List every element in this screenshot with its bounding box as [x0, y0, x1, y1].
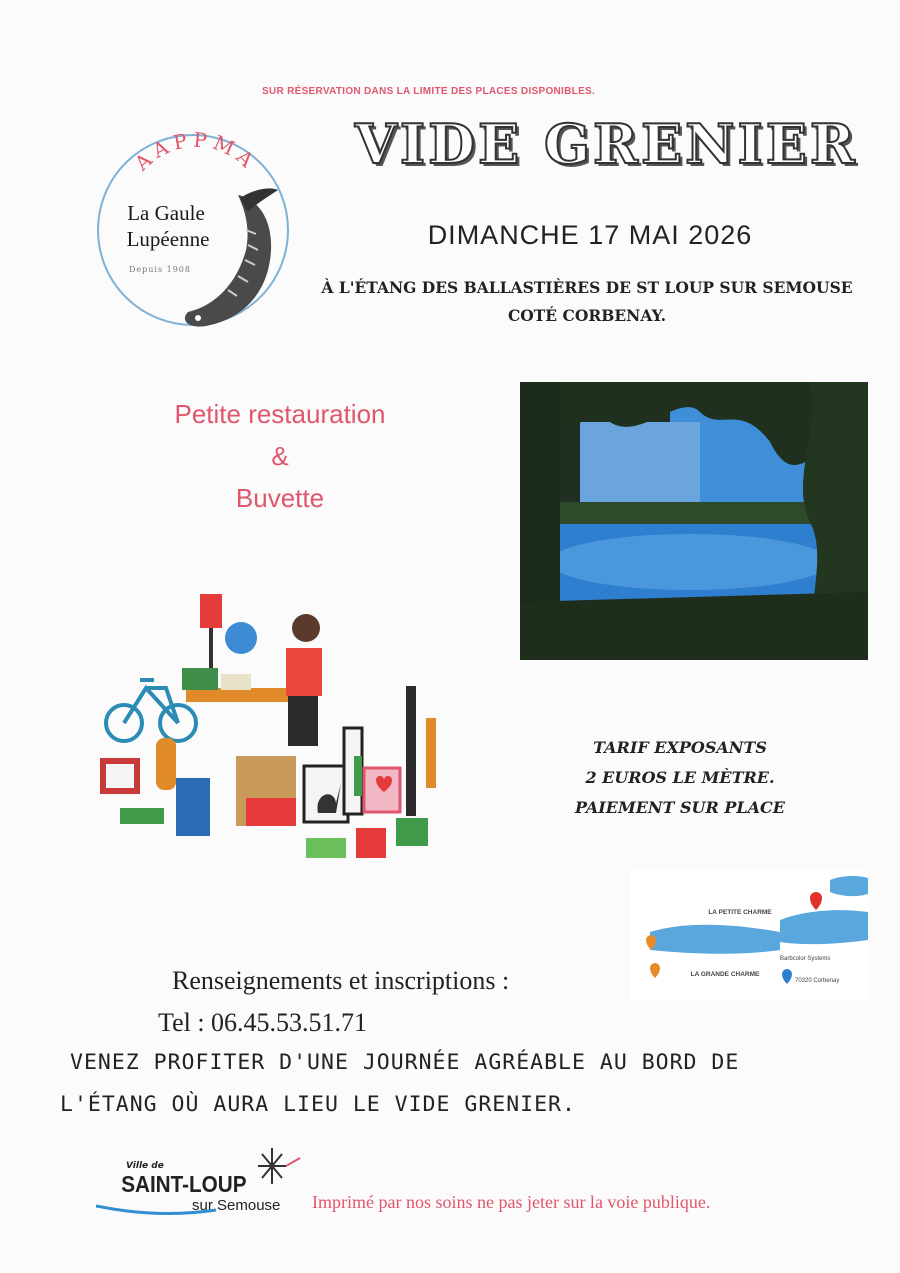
table-icon: [186, 688, 296, 702]
map-place1: Barbcolor Systems: [780, 956, 831, 962]
logo-org-text: AAPPMA: [129, 127, 263, 176]
suitcase-icon: [176, 778, 210, 836]
food-line1: Petite restauration: [174, 399, 386, 429]
food-line2: &: [271, 441, 289, 471]
town-name: SAINT-LOUP: [121, 1170, 247, 1198]
invite-line1: VENEZ PROFITER D'UNE JOURNÉE AGRÉABLE AU BORD DE: [70, 1050, 740, 1075]
event-date: DIMANCHE 17 MAI 2026: [427, 220, 753, 250]
phone-number: Tel : 06.45.53.51.71: [158, 1008, 368, 1037]
guitar-icon: [156, 738, 176, 790]
logo-name-line2: Lupéenne: [126, 227, 210, 251]
logo-name-line1: La Gaule: [127, 201, 205, 225]
map-label-top: LA PETITE CHARME: [708, 909, 772, 916]
person-icon: [286, 648, 322, 696]
cat-frame-icon: [304, 766, 348, 822]
tarif-section: [540, 733, 820, 823]
logo-since: Depuis 1908: [129, 265, 191, 274]
event-location-line2: COTÉ CORBENAY.: [507, 306, 667, 325]
cactus-icon: [354, 756, 362, 796]
map-label-bottom: LA GRANDE CHARME: [690, 971, 760, 978]
town-suffix: sur Semouse: [192, 1197, 281, 1214]
reservation-note: SUR RÉSERVATION DANS LA LIMITE DES PLACES DISPONIBLES.: [262, 86, 596, 97]
info-label: Renseignements et inscriptions :: [172, 966, 510, 995]
globe-icon: [225, 622, 257, 654]
location-map: [630, 870, 868, 1000]
lake-photo: [520, 382, 868, 660]
invite-line2: L'ÉTANG OÙ AURA LIEU LE VIDE GRENIER.: [60, 1092, 576, 1117]
tarif-line3: PAIEMENT SUR PLACE: [575, 798, 785, 817]
compass-star-icon: [258, 1148, 300, 1184]
bag-icon: [396, 818, 428, 846]
event-title: VIDE GRENIER: [355, 112, 858, 176]
event-location-line1: À L'ÉTANG DES BALLASTIÈRES DE ST LOUP SUR SEMOUSE: [321, 278, 853, 297]
tarif-line2: 2 EUROS LE MÈTRE.: [585, 768, 775, 787]
invitation-text: [60, 1042, 860, 1126]
food-section: [120, 393, 440, 519]
saint-loup-logo: [96, 1140, 311, 1230]
tarif-line1: TARIF EXPOSANTS: [593, 738, 767, 757]
flea-market-illustration: [96, 588, 446, 888]
aappma-logo: [88, 120, 298, 335]
print-notice: Imprimé par nos soins ne pas jeter sur la voie publique.: [312, 1192, 711, 1212]
town-prefix: Ville de: [126, 1161, 164, 1171]
map-place2: 70320 Corbenay: [795, 978, 840, 984]
food-line3: Buvette: [235, 483, 325, 513]
floor-lamp-icon: [406, 686, 416, 816]
lamp-icon: [200, 594, 222, 628]
